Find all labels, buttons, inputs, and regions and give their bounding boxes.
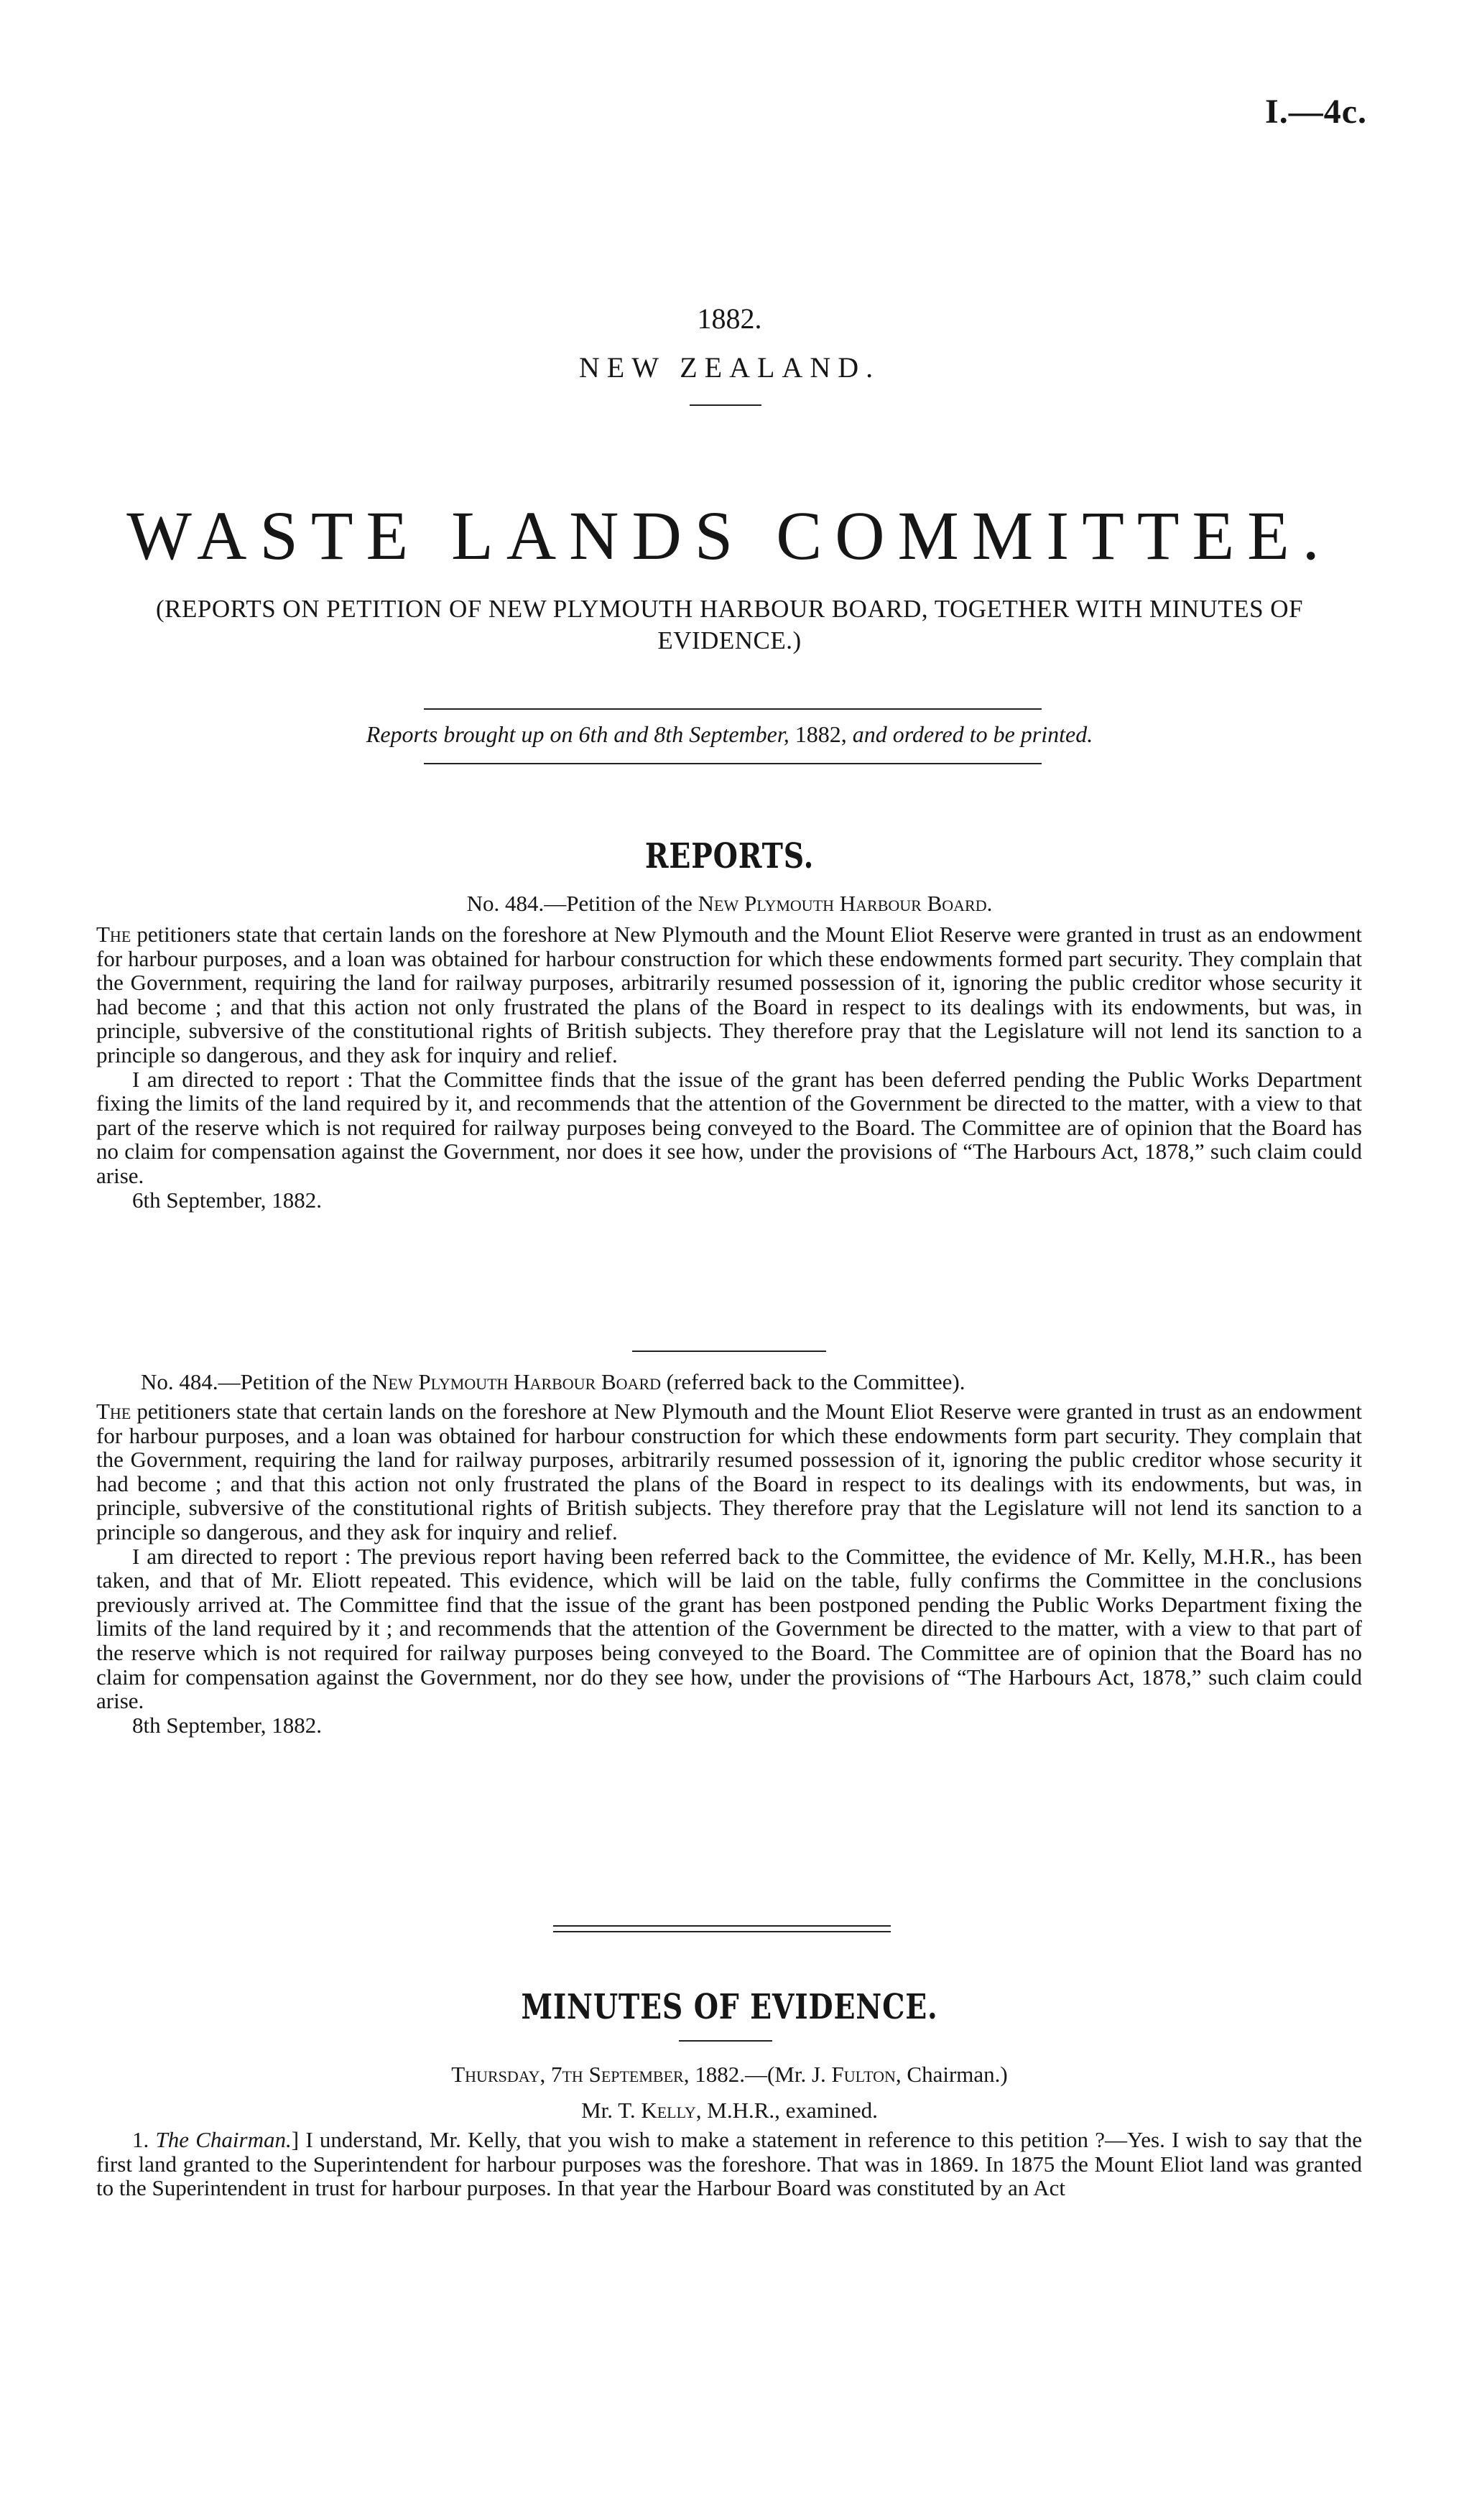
witness-name: Kelly, — [641, 2098, 702, 2123]
minutes-heading: MINUTES OF EVIDENCE. — [521, 1987, 938, 2027]
brought-up-line — [0, 721, 1459, 748]
double-rule-top — [553, 1925, 891, 1927]
document-title: WASTE LANDS COMMITTEE. — [126, 497, 1333, 574]
report1-para2: I am directed to report : That the Committee finds that the issue of the grant has been deferred pending the Public Works Department fixing the limits of the land required by it, and recommends that the attention of the Government be directed to the matter, with a view to that part of the reserve which is not required for railway purposes being conveyed to the Board. The Committee are of opinion that the Board has no claim for compensation against the Government, nor does it see how, under the provisions of “The Harbours Act, 1878,” such claim could arise. — [96, 1066, 1362, 1188]
report2-para1-text: petitioners state that certain lands on the foreshore at New Plymouth and the Mount Eliot Reserve were granted in trust as an endowment for harbour purposes, and a loan was obtained for harbour construction for which these endowments form part security. They complain that the Government, requiring the land for railway purposes, arbitrarily resumed possession of it, ignoring the public creditor whose security it had become ; and that this action not only frustrated the plans of the Board in respect to its dealings with its endowments, but was, in principle, subversive of the constitutional rights of British subjects. They therefore pray that the Legislature will not lend its sanction to a principle so dangerous, and they ask for inquiry and relief. — [96, 1399, 1363, 1544]
evidence-body — [96, 2128, 1362, 2200]
document-year: 1882. — [697, 302, 762, 335]
sitting-line — [0, 2062, 1459, 2088]
witness-line — [0, 2098, 1459, 2123]
report1-para1 — [96, 922, 1362, 1067]
witness-prefix: Mr. T. — [581, 2098, 636, 2123]
sitting-chair: Fulton, — [831, 2062, 902, 2087]
rule-below-brought — [424, 763, 1042, 764]
sitting-rest: 1882.—(Mr. J. — [695, 2062, 826, 2087]
report1-para1-lead: The — [96, 922, 131, 947]
evidence-speaker: The Chairman. — [155, 2127, 292, 2152]
report2-heading-name: New Plymouth Harbour Board — [372, 1369, 662, 1394]
report2-para1-lead: The — [96, 1399, 131, 1424]
report1-body — [96, 922, 1362, 1212]
sitting-day: Thursday, 7th September, — [451, 2062, 690, 2087]
evidence-text: ] I understand, Mr. Kelly, that you wish to make a statement in reference to this petition ?—Yes. I wish to say that the first land granted to the Superintendent for harbour purposes was the foreshore. That was in 1869. In 1875 the Mount Eliot land was granted to the Superintendent in trust for harbour purposes. In that year the Harbour Board was constituted by an Act — [96, 2127, 1362, 2201]
report1-heading-prefix: No. 484.—Petition of the — [466, 891, 693, 916]
report2-heading-prefix: No. 484.—Petition of the — [141, 1369, 367, 1394]
brought-up-part2: and ordered to be printed. — [852, 721, 1093, 747]
evidence-para1 — [96, 2128, 1362, 2200]
report2-body — [96, 1399, 1362, 1737]
short-rule-minutes — [679, 2040, 772, 2042]
brought-up-part1: Reports brought up on 6th and 8th September, — [366, 721, 789, 747]
separator-rule — [632, 1351, 826, 1352]
page-code: I.—4c. — [1265, 93, 1367, 131]
report2-para2: I am directed to report : The previous report having been referred back to the Committee, the evidence of Mr. Kelly, M.H.R., has been taken, and that of Mr. Eliott repeated. This evidence, which will be laid on the table, fully confirms the Committee in the conclusions previously arrived at. The Committee find that the issue of the grant has been postponed pending the Public Works Department fixing the limits of the land required by it ; and recommends that the attention of the Government be directed to the matter, with a view to that part of the reserve which is not required for railway purposes being conveyed to the Board. The Committee are of opinion that the Board has no claim for compensation against the Government, nor do they see how, under the provisions of “The Harbours Act, 1878,” such claim could arise. — [96, 1543, 1362, 1714]
witness-suffix: M.H.R., examined. — [707, 2098, 878, 2123]
report1-date: 6th September, 1882. — [132, 1187, 322, 1213]
report2-heading — [141, 1369, 1362, 1395]
evidence-number: 1. — [132, 2127, 149, 2152]
rule-above-brought — [424, 708, 1042, 710]
reports-heading: REPORTS. — [644, 836, 815, 876]
report1-para1-text: petitioners state that certain lands on the foreshore at New Plymouth and the Mount Eliot Reserve were granted in trust as an endowment for harbour purposes, and a loan was obtained for harbour construction for which these endowments formed part security. They complain that the Government, requiring the land for railway purposes, arbitrarily resumed possession of it, ignoring the public creditor whose security it had become ; and that this action not only frustrated the plans of the Board in respect to its dealings with its endowments, but was, in principle, subversive of the constitutional rights of British subjects. They therefore pray that the Legislature will not lend its sanction to a principle so dangerous, and they ask for inquiry and relief. — [96, 922, 1363, 1067]
report1-heading — [0, 891, 1459, 917]
brought-up-year: 1882, — [795, 721, 847, 747]
document-subtitle: (REPORTS ON PETITION OF NEW PLYMOUTH HARBOUR BOARD, TOGETHER WITH MINUTES OF EVIDENCE.) — [155, 595, 1304, 654]
report2-para1 — [96, 1399, 1362, 1544]
report2-heading-suffix: (referred back to the Committee). — [666, 1369, 965, 1394]
report1-heading-name: New Plymouth Harbour Board. — [698, 891, 993, 916]
sitting-role: Chairman.) — [907, 2062, 1008, 2087]
country-heading: NEW ZEALAND. — [578, 351, 881, 384]
double-rule-bottom — [553, 1931, 891, 1932]
report2-date: 8th September, 1882. — [132, 1712, 322, 1738]
short-rule — [690, 404, 761, 406]
